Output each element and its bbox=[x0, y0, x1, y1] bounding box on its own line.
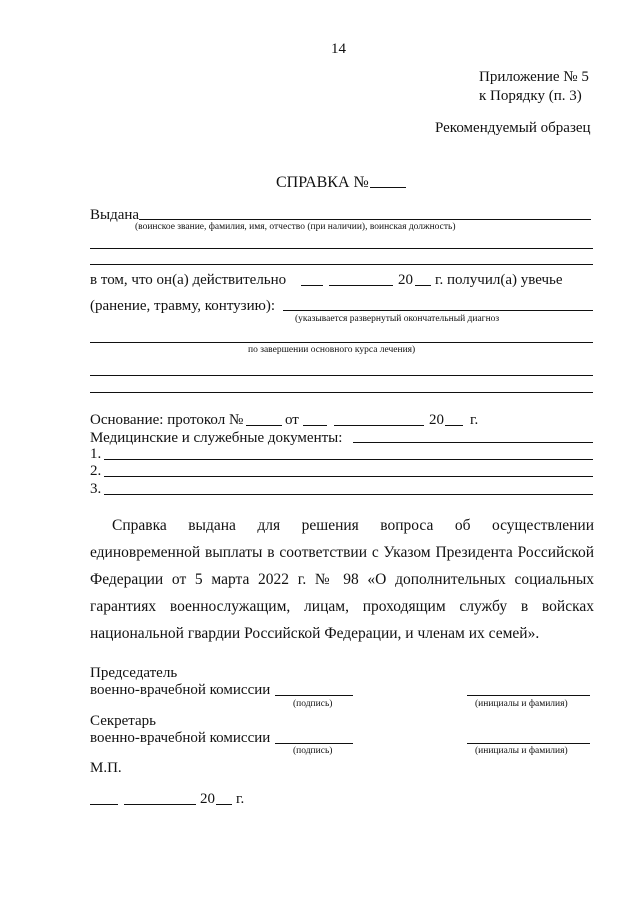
diagnosis-hint: (указывается развернутый окончательный диагноз bbox=[295, 314, 500, 324]
protocol-day-field[interactable] bbox=[303, 425, 327, 426]
injury-statement-prefix: в том, что он(а) действительно bbox=[90, 272, 287, 288]
basis-from: от bbox=[285, 412, 299, 428]
injury-field[interactable] bbox=[283, 310, 593, 311]
basis-label: Основание: протокол № bbox=[90, 412, 244, 428]
doc-item-2-field[interactable] bbox=[104, 476, 593, 477]
protocol-number-field[interactable] bbox=[246, 425, 282, 426]
date-year-field[interactable] bbox=[216, 804, 232, 805]
chairman-signature-field[interactable] bbox=[275, 695, 353, 696]
chairman-title: Председатель bbox=[90, 665, 178, 681]
month-field[interactable] bbox=[329, 285, 393, 286]
doc-item-2-label: 2. bbox=[90, 463, 102, 479]
issued-to-field[interactable] bbox=[139, 219, 591, 220]
date-year-prefix: 20 bbox=[200, 791, 215, 807]
secretary-name-field[interactable] bbox=[467, 743, 590, 744]
injury-label: (ранение, травму, контузию): bbox=[90, 298, 275, 314]
diagnosis-field-2[interactable] bbox=[90, 375, 593, 376]
year-field[interactable] bbox=[415, 285, 431, 286]
year-prefix: 20 bbox=[398, 272, 413, 288]
date-year-suffix: г. bbox=[236, 791, 245, 807]
issued-label: Выдана bbox=[90, 207, 140, 223]
protocol-month-field[interactable] bbox=[334, 425, 424, 426]
documents-label: Медицинские и служебные документы: bbox=[90, 430, 343, 446]
stamp-place: М.П. bbox=[90, 760, 122, 776]
diagnosis-field[interactable] bbox=[90, 342, 593, 343]
chairman-name-hint: (инициалы и фамилия) bbox=[475, 699, 568, 709]
basis-year-prefix: 20 bbox=[429, 412, 444, 428]
secretary-title: Секретарь bbox=[90, 713, 157, 729]
date-month-field[interactable] bbox=[124, 804, 196, 805]
issued-to-field-2[interactable] bbox=[90, 248, 593, 249]
secretary-commission: военно-врачебной комиссии bbox=[90, 730, 271, 746]
issued-to-field-3[interactable] bbox=[90, 264, 593, 265]
chairman-signature-hint: (подпись) bbox=[293, 699, 333, 709]
protocol-year-field[interactable] bbox=[445, 425, 463, 426]
diagnosis-field-3[interactable] bbox=[90, 392, 593, 393]
recommended-sample: Рекомендуемый образец bbox=[435, 120, 591, 136]
secretary-signature-hint: (подпись) bbox=[293, 746, 333, 756]
issued-hint: (воинское звание, фамилия, имя, отчество (при наличии), воинская должность) bbox=[135, 222, 456, 232]
certificate-number-field[interactable] bbox=[370, 187, 406, 188]
doc-item-1-label: 1. bbox=[90, 446, 102, 462]
page-number: 14 bbox=[331, 41, 346, 57]
basis-year-suffix: г. bbox=[470, 412, 479, 428]
purpose-paragraph: Справка выдана для решения вопроса об осуществлении единовременной выплаты в соответствии с Указом Президента Российской Федерации от 5 марта 2022 г. № 98 «О дополнительных социальных гарантиях военнослужащим, лицам, проходящим службу в войсках национальной гвардии Российской Федерации, и членам их семей». bbox=[90, 517, 594, 642]
document-title: СПРАВКА № bbox=[276, 174, 369, 191]
doc-item-3-label: 3. bbox=[90, 481, 102, 497]
chairman-commission: военно-врачебной комиссии bbox=[90, 682, 271, 698]
secretary-signature-field[interactable] bbox=[275, 743, 353, 744]
secretary-name-hint: (инициалы и фамилия) bbox=[475, 746, 568, 756]
diagnosis-hint-2: по завершении основного курса лечения) bbox=[248, 345, 416, 355]
injury-statement-suffix: г. получил(а) увечье bbox=[435, 272, 563, 288]
day-field[interactable] bbox=[301, 285, 323, 286]
chairman-name-field[interactable] bbox=[467, 695, 590, 696]
documents-field[interactable] bbox=[353, 442, 593, 443]
appendix-line-1: Приложение № 5 bbox=[479, 69, 589, 85]
doc-item-1-field[interactable] bbox=[104, 459, 593, 460]
doc-item-3-field[interactable] bbox=[104, 494, 593, 495]
date-day-field[interactable] bbox=[90, 804, 118, 805]
appendix-line-2: к Порядку (п. 3) bbox=[479, 88, 582, 104]
